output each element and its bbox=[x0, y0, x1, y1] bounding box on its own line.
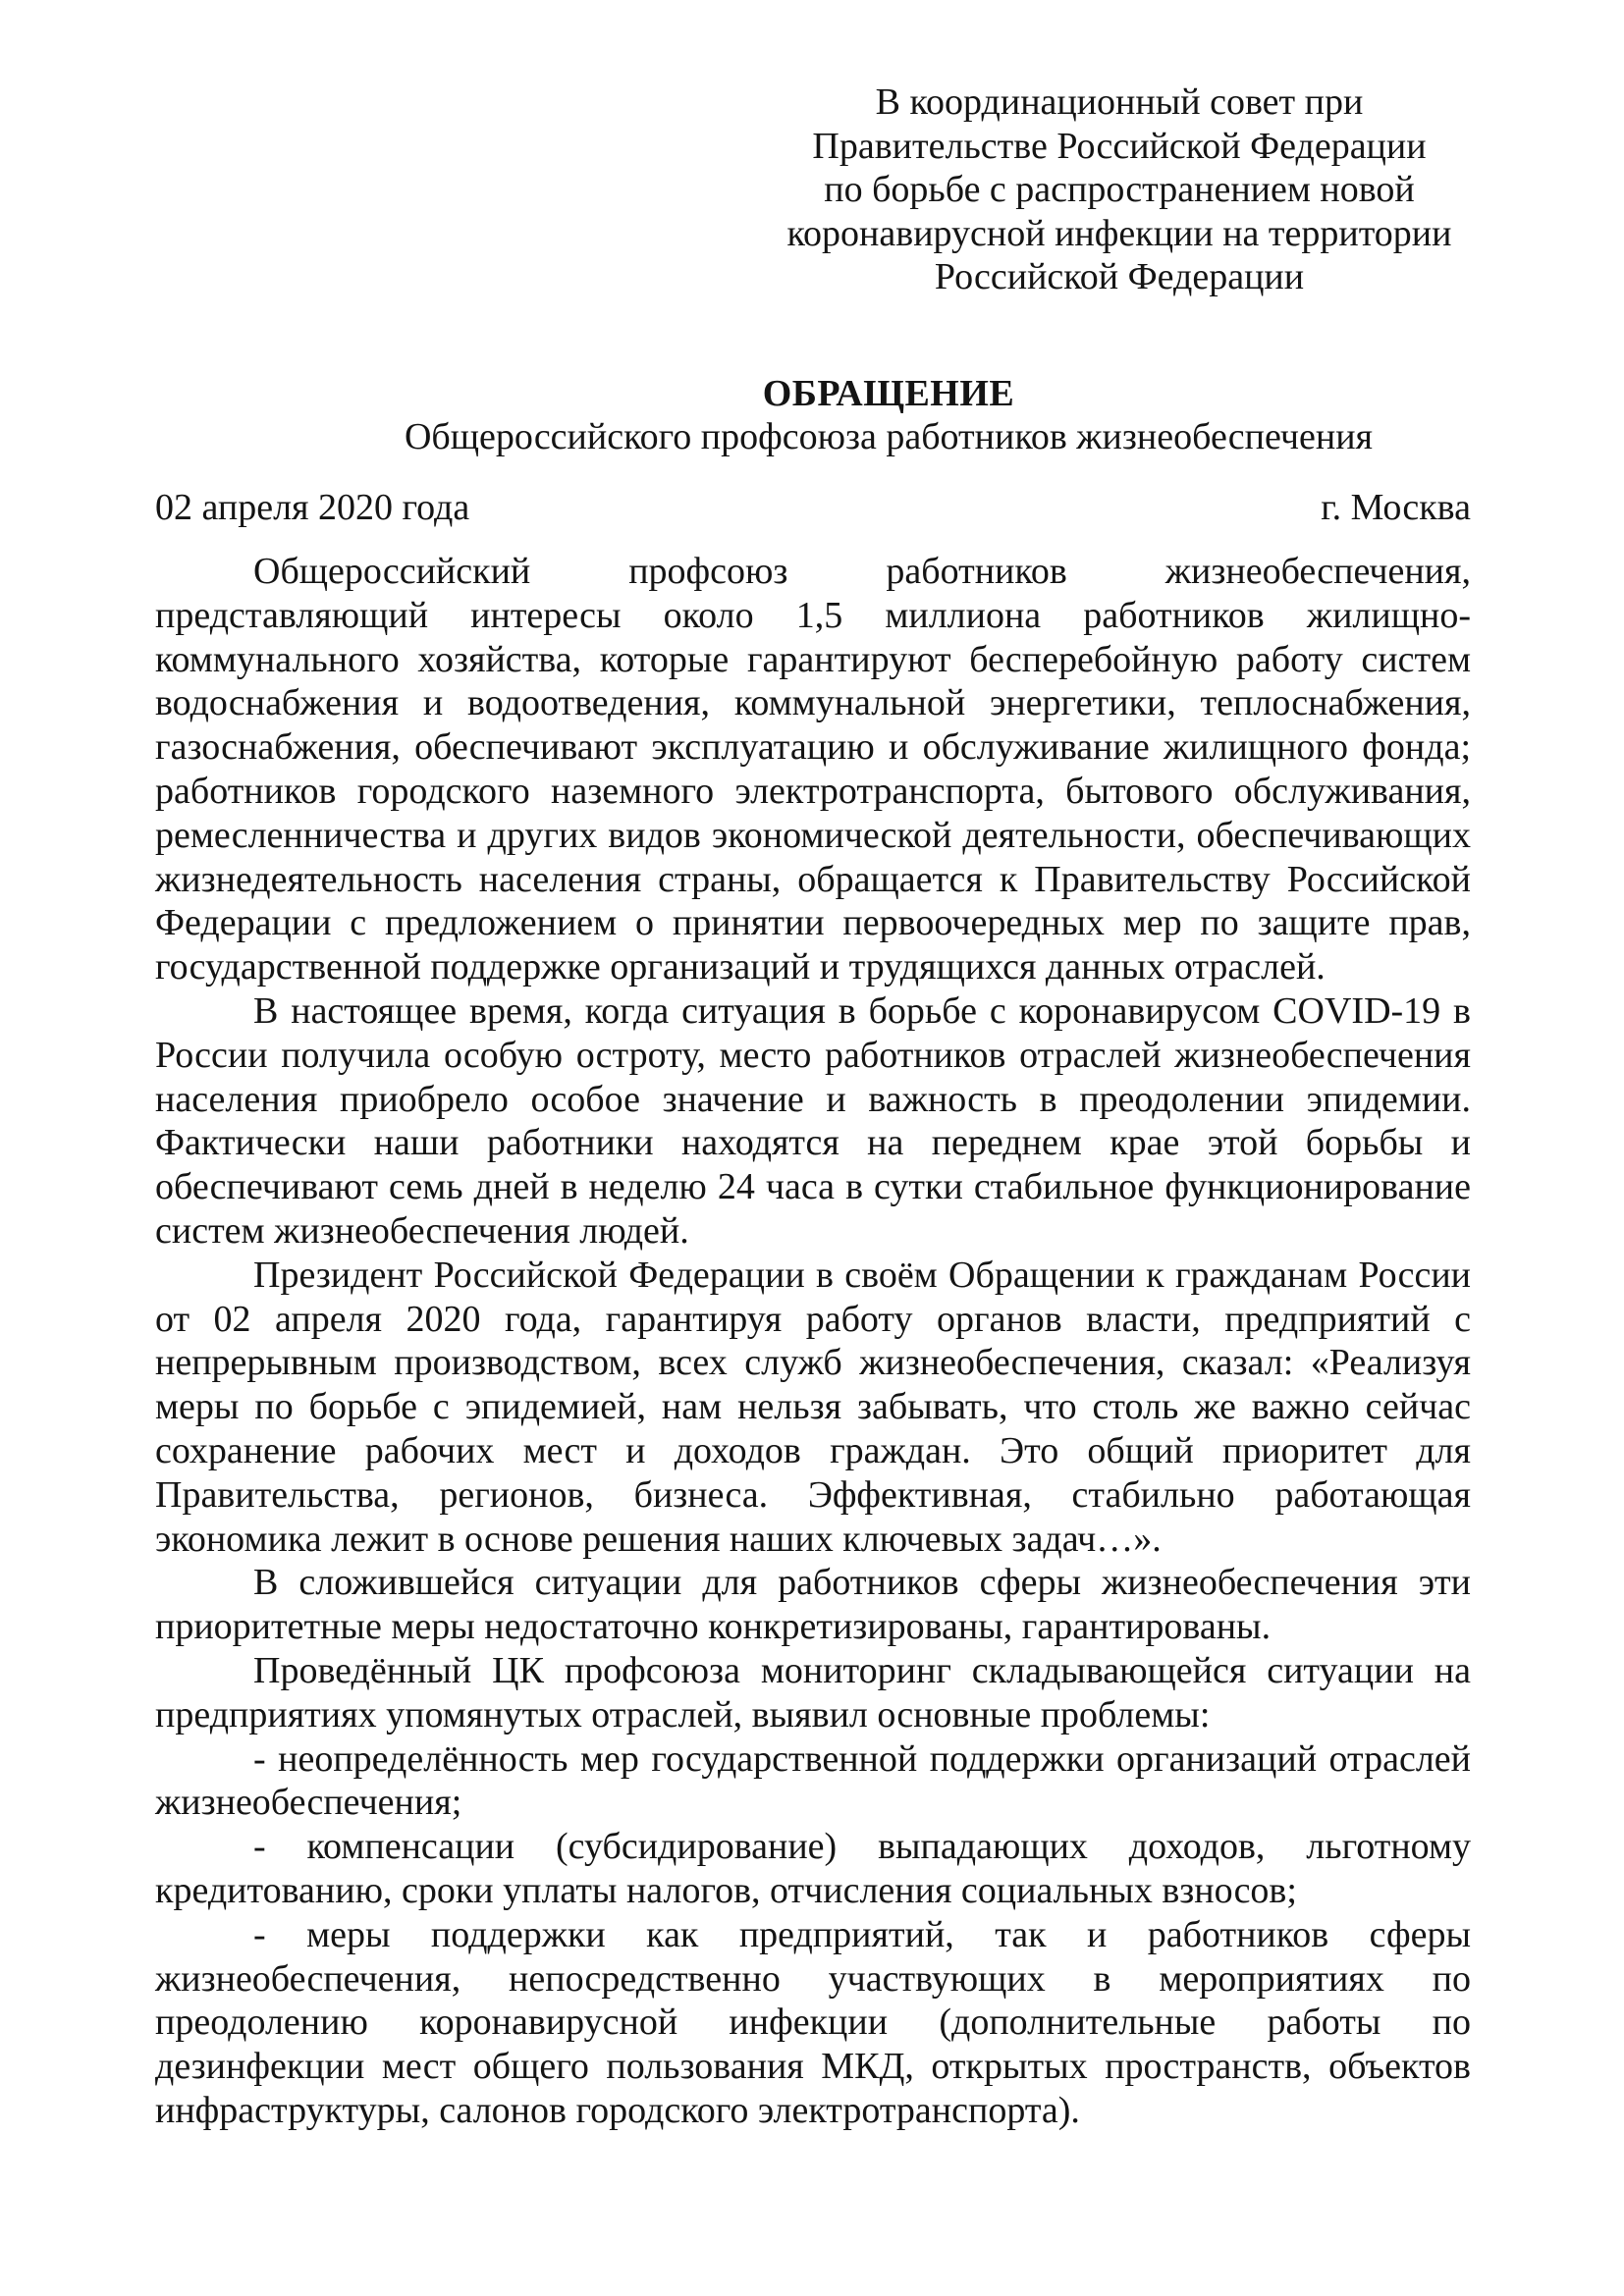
body-paragraph: В настоящее время, когда ситуация в борьбе с коронавирусом COVID-19 в России получила особую остроту, место работников отраслей жизнеобеспечения населения приобрело особое значение и важность в преодолении эпидемии. Фактически наши работники находятся на переднем крае этой борьбы и обеспечивают семь дней в неделю 24 часа в сутки стабильное функционирование систем жизнеобеспечения людей. bbox=[155, 989, 1471, 1252]
document-subtitle: Общероссийского профсоюза работников жизнеобеспечения bbox=[404, 416, 1374, 457]
body-paragraph: Президент Российской Федерации в своём Обращении к гражданам России от 02 апреля 2020 года, гарантируя работу органов власти, предприятий с непрерывным производством, всех служб жизнеобеспечения, сказал: «Реализуя меры по борьбе с эпидемией, нам нельзя забывать, что столь же важно сейчас сохранение рабочих мест и доходов граждан. Это общий приоритет для Правительства, регионов, бизнеса. Эффективная, стабильно работающая экономика лежит в основе решения наших ключевых задач…». bbox=[155, 1254, 1471, 1560]
addressee-block bbox=[746, 80, 1492, 299]
document-place: г. Москва bbox=[1321, 487, 1471, 528]
problem-list-item: - компенсации (субсидирование) выпадающих доходов, льготному кредитованию, сроки уплаты налогов, отчисления социальных взносов; bbox=[155, 1826, 1471, 1911]
addressee-line: Российской Федерации bbox=[934, 256, 1305, 297]
date-place-line bbox=[155, 486, 1471, 529]
body-paragraph: Общероссийский профсоюз работников жизнеобеспечения, представляющий интересы около 1,5 миллиона работников жилищно-коммунального хозяйства, которые гарантируют бесперебойную работу систем водоснабжения и водоотведения, коммунальной энергетики, теплоснабжения, газоснабжения, обеспечивают эксплуатацию и обслуживание жилищного фонда; работников городского наземного электротранспорта, бытового обслуживания, ремесленничества и других видов экономической деятельности, обеспечивающих жизнедеятельность населения страны, обращается к Правительству Российской Федерации с предложением о принятии первоочередных мер по защите прав, государственной поддержке организаций и трудящихся данных отраслей. bbox=[155, 551, 1471, 988]
problem-list-item: - неопределённость мер государственной поддержки организаций отраслей жизнеобеспечения; bbox=[155, 1737, 1471, 1824]
addressee-line: коронавирусной инфекции на территории bbox=[786, 212, 1452, 254]
addressee-line: по борьбе с распространением новой bbox=[824, 169, 1415, 210]
document-title: ОБРАЩЕНИЕ bbox=[762, 373, 1015, 414]
document-date: 02 апреля 2020 года bbox=[155, 487, 470, 528]
addressee-line: В координационный совет при bbox=[875, 81, 1364, 123]
document-body bbox=[155, 550, 1471, 2133]
body-paragraph: Проведённый ЦК профсоюза мониторинг складывающейся ситуации на предприятиях упомянутых отраслей, выявил основные проблемы: bbox=[155, 1649, 1471, 1735]
problem-list-item: - меры поддержки как предприятий, так и работников сферы жизнеобеспечения, непосредственно участвующих в мероприятиях по преодолению коронавирусной инфекции (дополнительные работы по дезинфекции мест общего пользования МКД, открытых пространств, объектов инфраструктуры, салонов городского электротранспорта). bbox=[155, 1913, 1471, 2131]
addressee-line: Правительстве Российской Федерации bbox=[812, 125, 1427, 167]
body-paragraph: В сложившейся ситуации для работников сферы жизнеобеспечения эти приоритетные меры недостаточно конкретизированы, гарантированы. bbox=[155, 1562, 1471, 1648]
